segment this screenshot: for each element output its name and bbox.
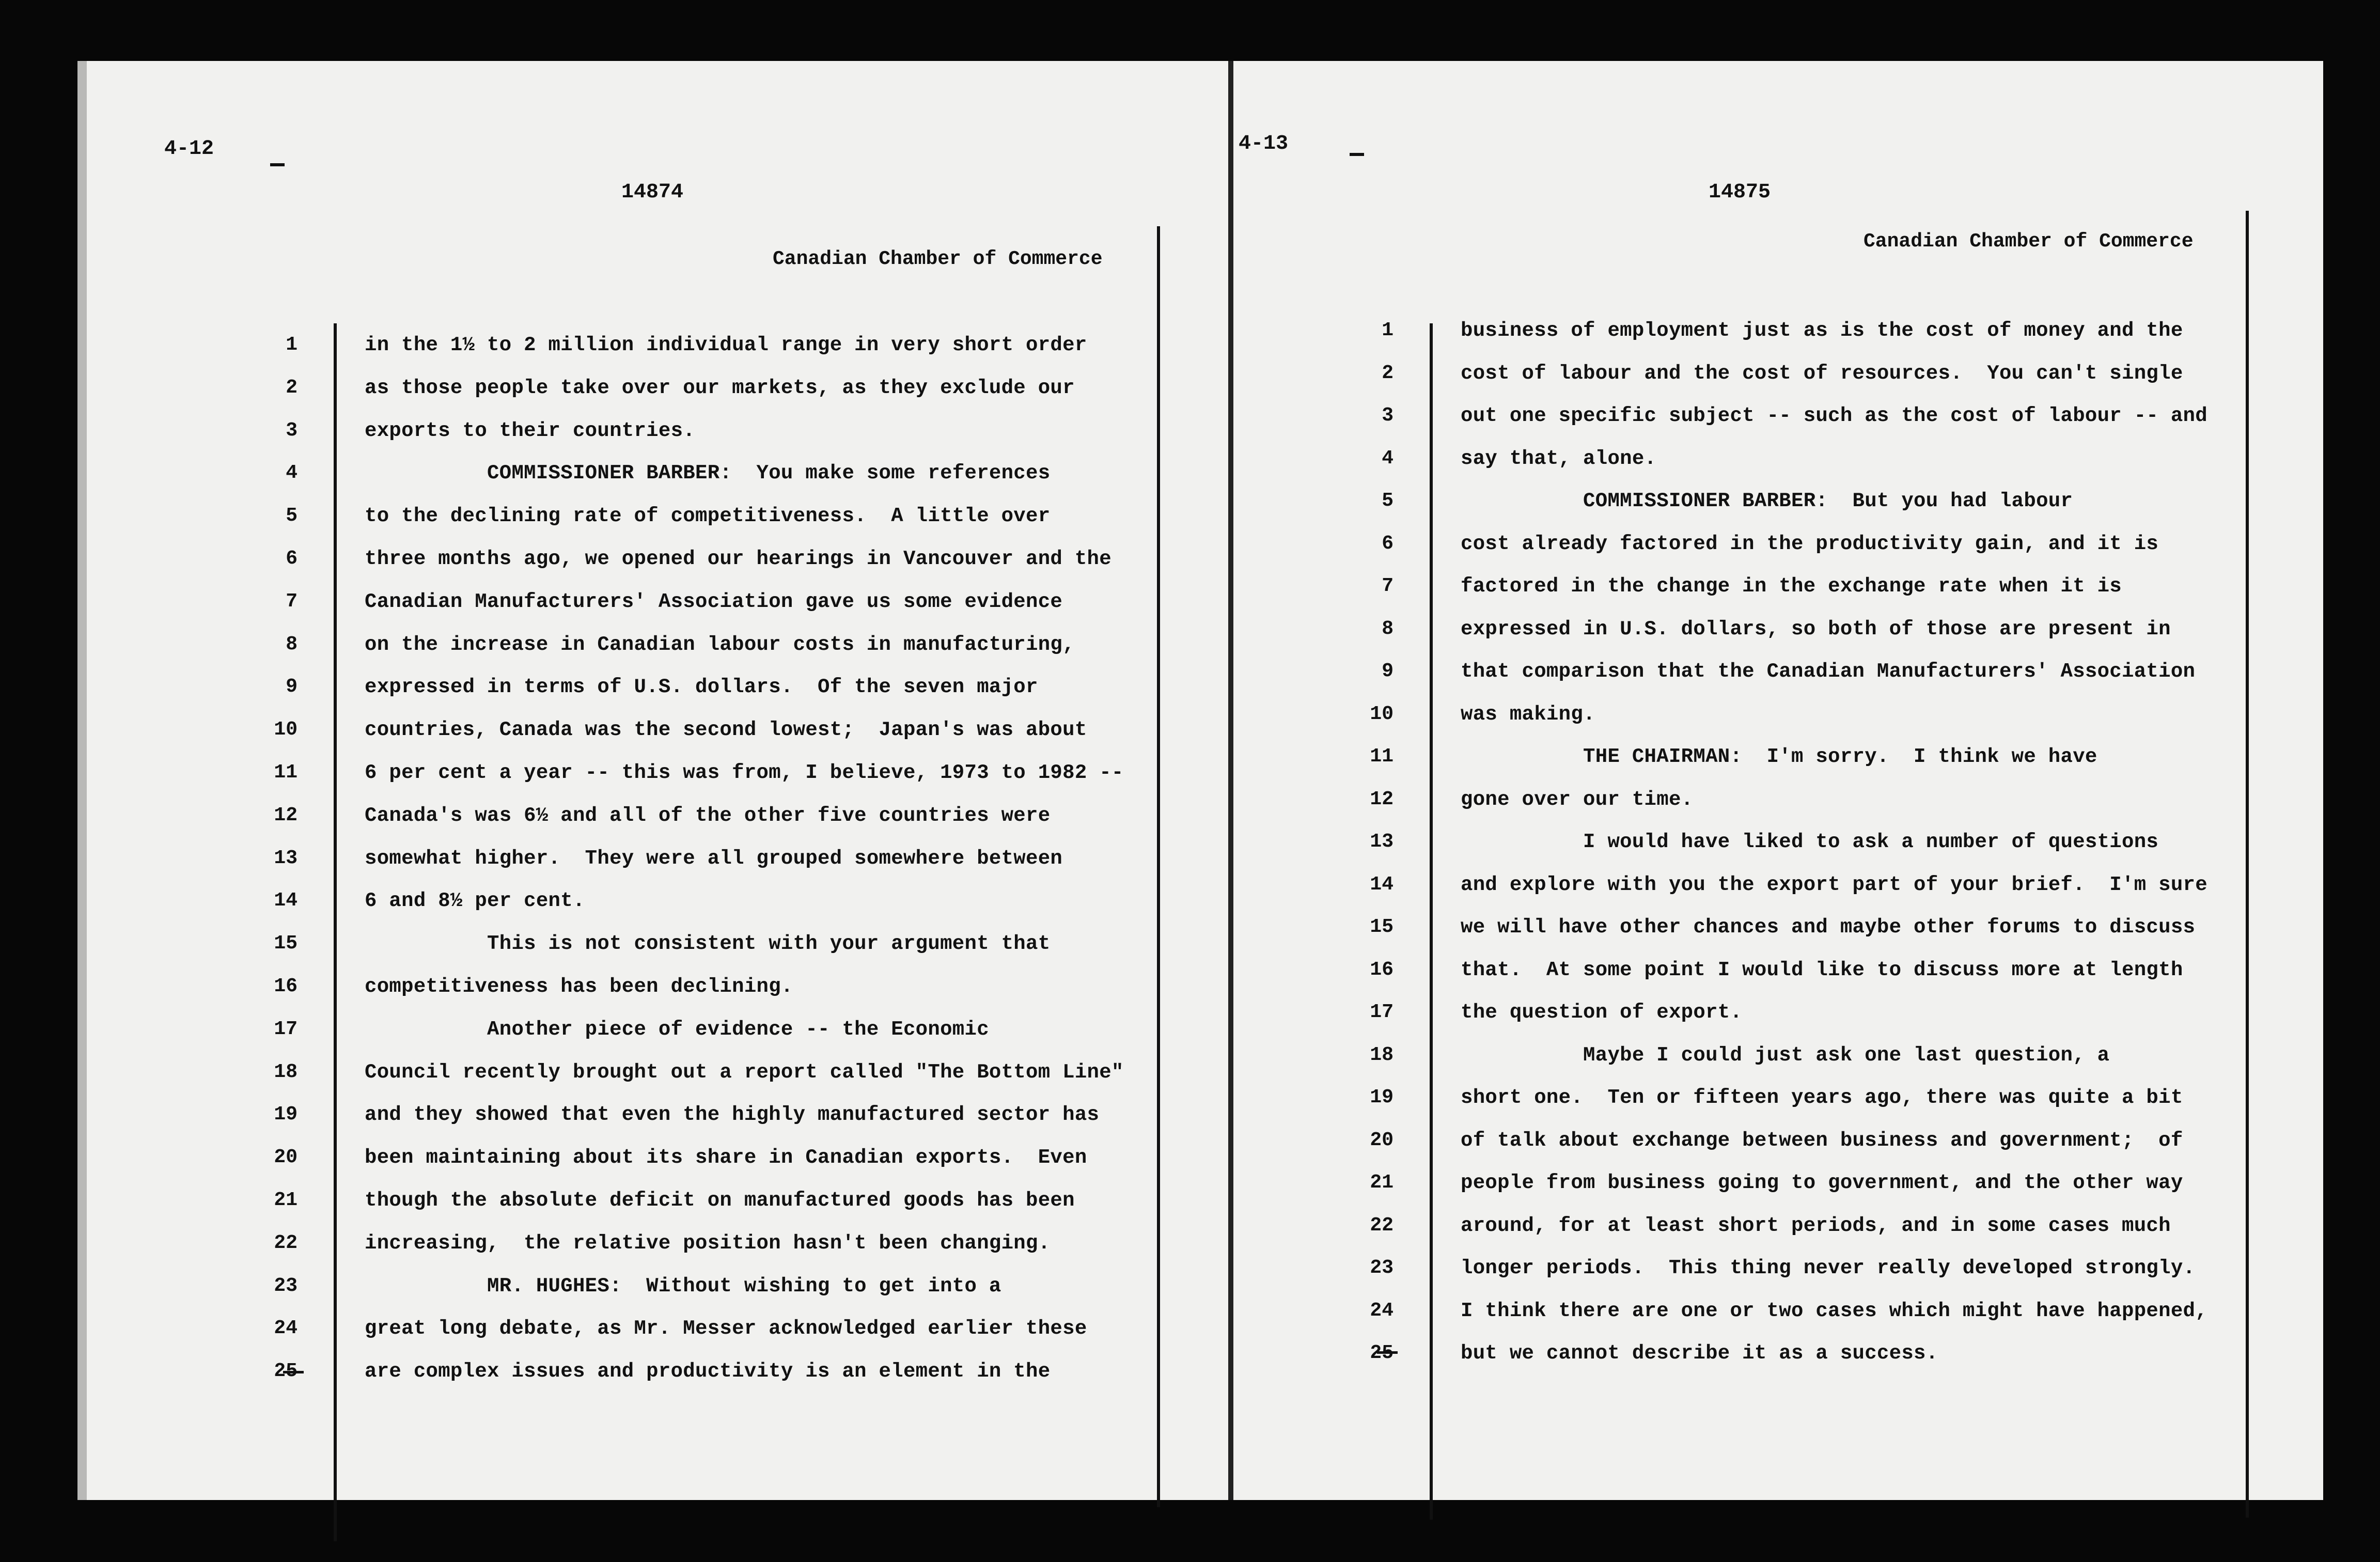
transcript-line: I think there are one or two cases which might have happened, xyxy=(1461,1299,2207,1322)
page-header: Canadian Chamber of Commerce xyxy=(773,248,1103,270)
transcript-line: competitiveness has been declining. xyxy=(365,975,793,998)
folio-number: 14874 xyxy=(621,181,684,204)
line-number: 5 xyxy=(1382,490,1393,512)
page-dash-mark xyxy=(270,163,285,166)
page-header: Canadian Chamber of Commerce xyxy=(1864,230,2194,253)
transcript-line: short one. Ten or fifteen years ago, there was quite a bit xyxy=(1461,1086,2183,1109)
line-number: 25 xyxy=(1370,1342,1393,1364)
transcript-line: exports to their countries. xyxy=(365,419,696,442)
left-margin-rule xyxy=(334,323,337,1541)
line-number: 16 xyxy=(274,975,298,997)
transcript-line: in the 1½ to 2 million individual range in very short order xyxy=(365,334,1087,356)
page-dash-mark xyxy=(1350,153,1364,156)
line-number: 9 xyxy=(1382,660,1393,682)
transcript-line: business of employment just as is the cost of money and the xyxy=(1461,319,2183,342)
line-number: 20 xyxy=(1370,1129,1393,1151)
transcript-line: we will have other chances and maybe other forums to discuss xyxy=(1461,916,2196,939)
transcript-line: on the increase in Canadian labour costs in manufacturing, xyxy=(365,633,1075,656)
line-number: 8 xyxy=(1382,617,1393,640)
transcript-line: cost already factored in the productivity gain, and it is xyxy=(1461,532,2159,555)
line-number: 17 xyxy=(274,1018,298,1040)
transcript-line: are complex issues and productivity is an element in the xyxy=(365,1360,1051,1383)
line-number: 13 xyxy=(1370,831,1393,853)
transcript-line: COMMISSIONER BARBER: But you had labour xyxy=(1461,490,2073,512)
line-number: 25 xyxy=(274,1360,298,1383)
transcript-line: somewhat higher. They were all grouped somewhere between xyxy=(365,847,1063,870)
transcript-line: Maybe I could just ask one last question, a xyxy=(1461,1043,2110,1067)
line-number: 12 xyxy=(1370,788,1393,810)
line-number: 10 xyxy=(274,718,298,741)
transcript-line: Canada's was 6½ and all of the other five countries were xyxy=(365,804,1051,827)
transcript-line: though the absolute deficit on manufactured goods has been xyxy=(365,1189,1075,1212)
line-number: 8 xyxy=(286,633,298,655)
transcript-line: This is not consistent with your argument that xyxy=(365,932,1051,956)
transcript-line: great long debate, as Mr. Messer acknowledged earlier these xyxy=(365,1317,1087,1340)
transcript-line: 6 per cent a year -- this was from, I believe, 1973 to 1982 -- xyxy=(365,761,1124,784)
page-label: 4-12 xyxy=(164,137,214,161)
transcript-line: Another piece of evidence -- the Economic xyxy=(365,1018,989,1041)
transcript-line: countries, Canada was the second lowest; Japan's was about xyxy=(365,718,1087,742)
line-number: 7 xyxy=(1382,575,1393,597)
line-number: 19 xyxy=(1370,1086,1393,1108)
transcript-line: THE CHAIRMAN: I'm sorry. I think we have xyxy=(1461,745,2097,768)
left-margin-rule xyxy=(1430,323,1433,1520)
line-number: 9 xyxy=(286,676,298,698)
line-number: 14 xyxy=(1370,873,1393,896)
line-number: 22 xyxy=(1370,1214,1393,1237)
line-number: 2 xyxy=(1382,362,1393,384)
transcript-line: and they showed that even the highly manufactured sector has xyxy=(365,1103,1100,1127)
folio-number: 14875 xyxy=(1709,181,1771,204)
transcript-line: 6 and 8½ per cent. xyxy=(365,889,585,913)
line-number: 6 xyxy=(286,548,298,570)
transcript-line: say that, alone. xyxy=(1461,447,1657,470)
transcript-line: Canadian Manufacturers' Association gave us some evidence xyxy=(365,590,1063,613)
line-number: 18 xyxy=(1370,1043,1393,1066)
transcript-line: as those people take over our markets, as they exclude our xyxy=(365,376,1075,399)
transcript-line: and explore with you the export part of your brief. I'm sure xyxy=(1461,873,2207,896)
line-number: 18 xyxy=(274,1060,298,1083)
line-number: 23 xyxy=(1370,1257,1393,1279)
right-transcript-page xyxy=(1228,61,2323,1500)
line-number: 21 xyxy=(1370,1172,1393,1194)
transcript-line: I would have liked to ask a number of questions xyxy=(1461,831,2159,853)
line-number: 5 xyxy=(286,505,298,527)
line-number: 3 xyxy=(1382,404,1393,427)
transcript-line: but we cannot describe it as a success. xyxy=(1461,1342,1938,1365)
right-margin-rule xyxy=(2246,211,2249,1518)
transcript-line: factored in the change in the exchange rate when it is xyxy=(1461,575,2122,598)
line-number: 2 xyxy=(286,376,298,399)
right-margin-rule xyxy=(1157,226,1160,1507)
line-number: 16 xyxy=(1370,958,1393,981)
transcript-line: gone over our time. xyxy=(1461,788,1694,811)
transcript-line: been maintaining about its share in Canadian exports. Even xyxy=(365,1146,1087,1169)
line-number: 3 xyxy=(286,419,298,442)
line-number: 22 xyxy=(274,1231,298,1254)
line-number: 21 xyxy=(274,1189,298,1211)
line-number: 15 xyxy=(1370,916,1393,938)
line-number: 4 xyxy=(1382,447,1393,470)
transcript-line: that. At some point I would like to discuss more at length xyxy=(1461,958,2183,981)
line-number: 23 xyxy=(274,1274,298,1297)
line-number: 15 xyxy=(274,932,298,955)
line-number: 24 xyxy=(274,1317,298,1340)
transcript-line: to the declining rate of competitiveness. A little over xyxy=(365,505,1051,528)
line-number: 12 xyxy=(274,804,298,826)
transcript-line: increasing, the relative position hasn't been changing. xyxy=(365,1231,1051,1255)
line-number: 11 xyxy=(274,761,298,784)
transcript-line: around, for at least short periods, and in some cases much xyxy=(1461,1214,2171,1237)
page-label: 4-13 xyxy=(1239,132,1289,155)
line-number: 1 xyxy=(1382,319,1393,341)
transcript-line: COMMISSIONER BARBER: You make some references xyxy=(365,462,1051,485)
line-number: 20 xyxy=(274,1146,298,1169)
line-number: 1 xyxy=(286,334,298,356)
transcript-line: that comparison that the Canadian Manufacturers' Association xyxy=(1461,660,2196,683)
line-number: 13 xyxy=(274,847,298,869)
line-number: 10 xyxy=(1370,702,1393,725)
line-number: 24 xyxy=(1370,1299,1393,1322)
transcript-line: cost of labour and the cost of resources. You can't single xyxy=(1461,362,2183,385)
transcript-line: expressed in terms of U.S. dollars. Of the seven major xyxy=(365,676,1038,699)
line-number: 19 xyxy=(274,1103,298,1126)
transcript-line: out one specific subject -- such as the cost of labour -- and xyxy=(1461,404,2207,427)
line-number: 11 xyxy=(1370,745,1393,768)
line-number: 14 xyxy=(274,889,298,912)
transcript-line: MR. HUGHES: Without wishing to get into a xyxy=(365,1274,1001,1298)
transcript-line: was making. xyxy=(1461,702,1595,726)
transcript-line: of talk about exchange between business and government; of xyxy=(1461,1129,2183,1152)
transcript-line: the question of export. xyxy=(1461,1001,1743,1024)
transcript-line: three months ago, we opened our hearings in Vancouver and the xyxy=(365,548,1111,570)
left-transcript-page xyxy=(77,61,1228,1500)
transcript-line: people from business going to government, and the other way xyxy=(1461,1172,2183,1194)
line-number: 7 xyxy=(286,590,298,613)
transcript-line: Council recently brought out a report called "The Bottom Line" xyxy=(365,1060,1124,1084)
transcript-line: longer periods. This thing never really developed strongly. xyxy=(1461,1257,2196,1279)
line-number: 6 xyxy=(1382,532,1393,555)
line-number: 4 xyxy=(286,462,298,485)
line-number: 17 xyxy=(1370,1001,1393,1023)
transcript-line: expressed in U.S. dollars, so both of those are present in xyxy=(1461,617,2171,641)
